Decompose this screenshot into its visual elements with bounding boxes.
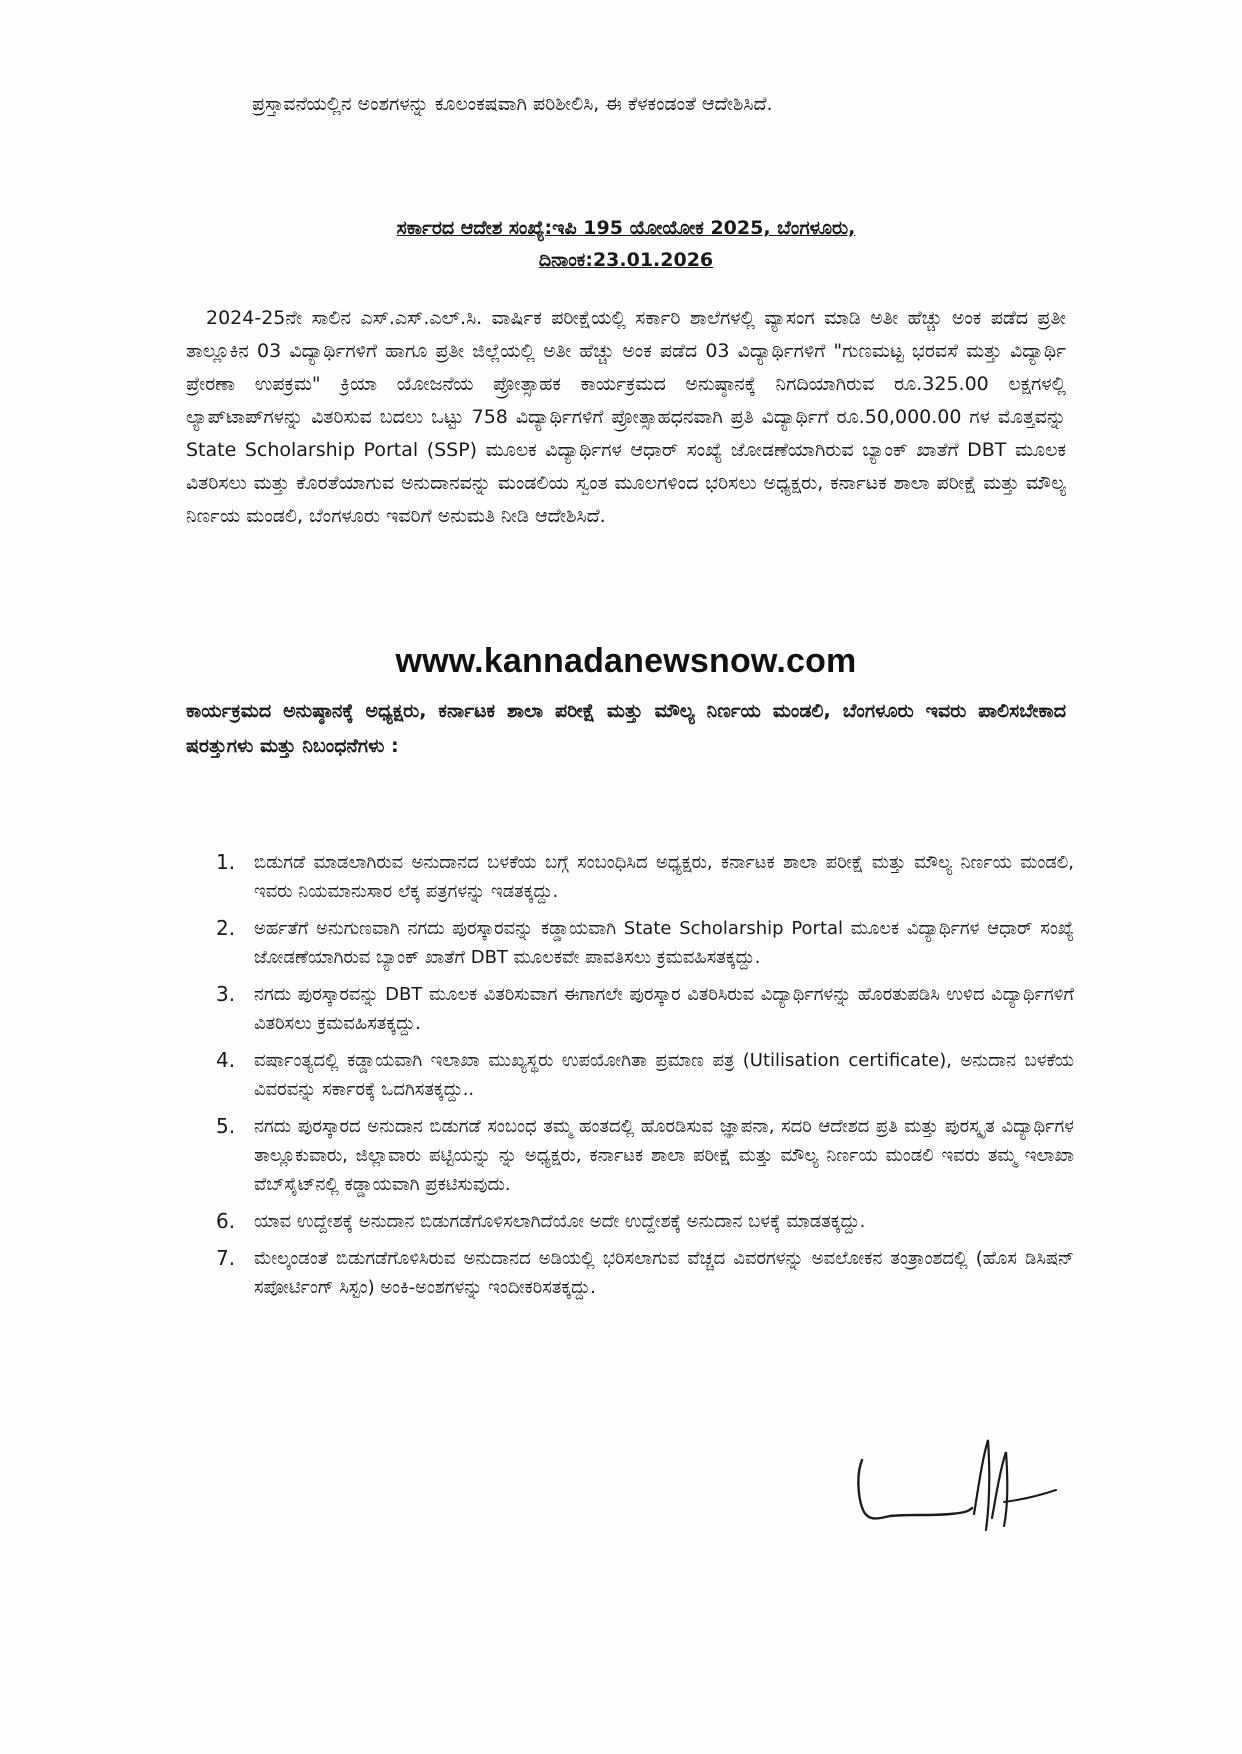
order-heading	[186, 212, 1066, 276]
intro-paragraph: ಪ್ರಸ್ತಾವನೆಯಲ್ಲಿನ ಅಂಶಗಳನ್ನು ಕೂಲಂಕಷವಾಗಿ ಪರಿಶೀಲಿಸಿ, ಈ ಕೆಳಕಂಡಂತೆ ಆದೇಶಿಸಿದೆ.	[252, 93, 773, 115]
condition-text: ವರ್ಷಾಂತ್ಯದಲ್ಲಿ ಕಡ್ಡಾಯವಾಗಿ ಇಲಾಖಾ ಮುಖ್ಯಸ್ಥರು ಉಪಯೋಗಿತಾ ಪ್ರಮಾಣ ಪತ್ರ (Utilisation certificate), ಅನುದಾನ ಬಳಕೆಯ ವಿವರವನ್ನು ಸರ್ಕಾರಕ್ಕೆ ಒದಗಿಸತಕ್ಕದ್ದು..	[254, 1050, 1074, 1100]
condition-item	[186, 914, 1074, 972]
condition-text: ಯಾವ ಉದ್ದೇಶಕ್ಕೆ ಅನುದಾನ ಬಿಡುಗಡೆಗೊಳಿಸಲಾಗಿದೆಯೋ ಅದೇ ಉದ್ದೇಶಕ್ಕೆ ಅನುದಾನ ಬಳಕ್ಕೆ ಮಾಡತಕ್ಕದ್ದು.	[254, 1211, 866, 1232]
main-paragraph: 2024-25ನೇ ಸಾಲಿನ ಎಸ್.ಎಸ್.ಎಲ್.ಸಿ. ವಾರ್ಷಿಕ ಪರೀಕ್ಷೆಯಲ್ಲಿ ಸರ್ಕಾರಿ ಶಾಲೆಗಳಲ್ಲಿ ವ್ಯಾಸಂಗ ಮಾಡಿ ಅತೀ ಹೆಚ್ಚು ಅಂಕ ಪಡೆದ ಪ್ರತೀ ತಾಲ್ಲೂಕಿನ 03 ವಿದ್ಯಾರ್ಥಿಗಳಿಗೆ ಹಾಗೂ ಪ್ರತೀ ಜಿಲ್ಲೆಯಲ್ಲಿ ಅತೀ ಹೆಚ್ಚು ಅಂಕ ಪಡೆದ 03 ವಿದ್ಯಾರ್ಥಿಗಳಿಗೆ "ಗುಣಮಟ್ಟ ಭರವಸೆ ಮತ್ತು ವಿದ್ಯಾರ್ಥಿ ಪ್ರೇರಣಾ ಉಪಕ್ರಮ" ಕ್ರಿಯಾ ಯೋಜನೆಯ ಪ್ರೋತ್ಸಾಹಕ ಕಾರ್ಯಕ್ರಮದ ಅನುಷ್ಠಾನಕ್ಕೆ ನಿಗದಿಯಾಗಿರುವ ರೂ.325.00 ಲಕ್ಷಗಳಲ್ಲಿ ಲ್ಯಾಪ್‌ಟಾಪ್‌ಗಳನ್ನು ವಿತರಿಸುವ ಬದಲು ಒಟ್ಟು 758 ವಿದ್ಯಾರ್ಥಿಗಳಿಗೆ ಪ್ರೋತ್ಸಾಹಧನವಾಗಿ ಪ್ರತಿ ವಿದ್ಯಾರ್ಥಿಗೆ ರೂ.50,000.00 ಗಳ ಮೊತ್ತವನ್ನು State Scholarship Portal (SSP) ಮೂಲಕ ವಿದ್ಯಾರ್ಥಿಗಳ ಆಧಾರ್ ಸಂಖ್ಯೆ ಜೋಡಣೆಯಾಗಿರುವ ಬ್ಯಾಂಕ್ ಖಾತೆಗೆ DBT ಮೂಲಕ ವಿತರಿಸಲು ಮತ್ತು ಕೊರತೆಯಾಗುವ ಅನುದಾನವನ್ನು ಮಂಡಲಿಯ ಸ್ವಂತ ಮೂಲಗಳಿಂದ ಭರಿಸಲು ಅಧ್ಯಕ್ಷರು, ಕರ್ನಾಟಕ ಶಾಲಾ ಪರೀಕ್ಷೆ ಮತ್ತು ಮೌಲ್ಯ ನಿರ್ಣಯ ಮಂಡಲಿ, ಬೆಂಗಳೂರು ಇವರಿಗೆ ಅನುಮತಿ ನೀಡಿ ಆದೇಶಿಸಿದೆ.	[186, 307, 1066, 527]
condition-text: ಅರ್ಹತೆಗೆ ಅನುಗುಣವಾಗಿ ನಗದು ಪುರಸ್ಕಾರವನ್ನು ಕಡ್ಡಾಯವಾಗಿ State Scholarship Portal ಮೂಲಕ ವಿದ್ಯಾರ್ಥಿಗಳ ಆಧಾರ್ ಸಂಖ್ಯೆ ಜೋಡಣೆಯಾಗಿರುವ ಬ್ಯಾಂಕ್ ಖಾತೆಗೆ DBT ಮೂಲಕವೇ ಪಾವತಿಸಲು ಕ್ರಮವಹಿಸತಕ್ಕದ್ದು.	[254, 918, 1074, 968]
handwritten-signature	[850, 1430, 1070, 1540]
condition-item	[186, 1207, 1074, 1236]
order-date: ದಿನಾಂಕ:23.01.2026	[538, 249, 714, 271]
condition-item	[186, 980, 1074, 1038]
condition-number: 7.	[216, 1246, 236, 1270]
condition-number: 6.	[216, 1209, 236, 1233]
condition-text: ನಗದು ಪುರಸ್ಕಾರವನ್ನು DBT ಮೂಲಕ ವಿತರಿಸುವಾಗ ಈಗಾಗಲೇ ಪುರಸ್ಕಾರ ವಿತರಿಸಿರುವ ವಿದ್ಯಾರ್ಥಿಗಳನ್ನು ಹೊರತುಪಡಿಸಿ ಉಳಿದ ವಿದ್ಯಾರ್ಥಿಗಳಿಗೆ ವಿತರಿಸಲು ಕ್ರಮವಹಿಸತಕ್ಕದ್ದು.	[254, 984, 1074, 1034]
condition-item	[186, 1244, 1074, 1302]
conditions-title: ಕಾರ್ಯಕ್ರಮದ ಅನುಷ್ಠಾನಕ್ಕೆ ಅಧ್ಯಕ್ಷರು, ಕರ್ನಾಟಕ ಶಾಲಾ ಪರೀಕ್ಷೆ ಮತ್ತು ಮೌಲ್ಯ ನಿರ್ಣಯ ಮಂಡಲಿ, ಬೆಂಗಳೂರು ಇವರು ಪಾಲಿಸಬೇಕಾದ ಷರತ್ತುಗಳು ಮತ್ತು ನಿಬಂಧನೆಗಳು :	[186, 700, 1066, 757]
conditions-list	[186, 848, 1074, 1310]
condition-text: ಮೇಲ್ಕಂಡಂತೆ ಬಿಡುಗಡೆಗೊಳಿಸಿರುವ ಅನುದಾನದ ಅಡಿಯಲ್ಲಿ ಭರಿಸಲಾಗುವ ವೆಚ್ಚದ ವಿವರಗಳನ್ನು ಅವಲೋಕನ ತಂತ್ರಾಂಶದಲ್ಲಿ (ಹೊಸ ಡಿಸಿಷನ್ ಸಪೋರ್ಟಿಂಗ್ ಸಿಸ್ಟಂ) ಅಂಕಿ-ಅಂಶಗಳನ್ನು ಇಂದೀಕರಿಸತಕ್ಕದ್ದು.	[254, 1248, 1074, 1298]
condition-item	[186, 848, 1074, 906]
condition-number: 5.	[216, 1114, 236, 1138]
condition-number: 4.	[216, 1048, 236, 1072]
condition-number: 1.	[216, 850, 236, 874]
condition-item	[186, 1046, 1074, 1104]
condition-text: ಬಿಡುಗಡೆ ಮಾಡಲಾಗಿರುವ ಅನುದಾನದ ಬಳಕೆಯ ಬಗ್ಗೆ ಸಂಬಂಧಿಸಿದ ಅಧ್ಯಕ್ಷರು, ಕರ್ನಾಟಕ ಶಾಲಾ ಪರೀಕ್ಷೆ ಮತ್ತು ಮೌಲ್ಯ ನಿರ್ಣಯ ಮಂಡಲಿ, ಇವರು ನಿಯಮಾನುಸಾರ ಲೆಕ್ಕ ಪತ್ರಗಳನ್ನು ಇಡತಕ್ಕದ್ದು.	[254, 852, 1074, 902]
condition-number: 2.	[216, 916, 236, 940]
condition-number: 3.	[216, 982, 236, 1006]
order-number: ಸರ್ಕಾರದ ಆದೇಶ ಸಂಖ್ಯೆ:ಇಪಿ 195 ಯೋಯೋಕ 2025, ಬೆಂಗಳೂರು,	[396, 217, 856, 239]
condition-text: ನಗದು ಪುರಸ್ಕಾರದ ಅನುದಾನ ಬಿಡುಗಡೆ ಸಂಬಂಧ ತಮ್ಮ ಹಂತದಲ್ಲಿ ಹೊರಡಿಸುವ ಜ್ಞಾಪನಾ, ಸದರಿ ಆದೇಶದ ಪ್ರತಿ ಮತ್ತು ಪುರಸ್ಕೃತ ವಿದ್ಯಾರ್ಥಿಗಳ ತಾಲ್ಲೂಕುವಾರು, ಜಿಲ್ಲಾವಾರು ಪಟ್ಟಿಯನ್ನು ನ್ನು ಅಧ್ಯಕ್ಷರು, ಕರ್ನಾಟಕ ಶಾಲಾ ಪರೀಕ್ಷೆ ಮತ್ತು ಮೌಲ್ಯ ನಿರ್ಣಯ ಮಂಡಲಿ ಇವರು ತಮ್ಮ ಇಲಾಖಾ ವೆಬ್‌ಸೈಟ್‌ನಲ್ಲಿ ಕಡ್ಡಾಯವಾಗಿ ಪ್ರಕಟಿಸುವುದು.	[254, 1116, 1074, 1195]
condition-item	[186, 1112, 1074, 1199]
website-watermark: www.kannadanewsnow.com	[395, 642, 857, 680]
